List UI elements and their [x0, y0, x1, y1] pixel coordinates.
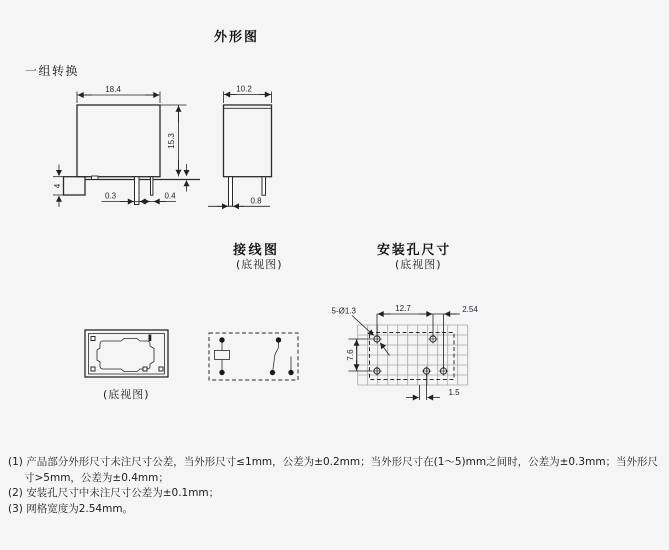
front-view-drawing: [53, 85, 200, 207]
dim-label-10-2: 10.2: [236, 84, 252, 94]
hole-bottom-right: [439, 366, 449, 376]
dim-label-4: 4: [53, 183, 62, 189]
contact-symbol: [270, 337, 294, 375]
dim-side-pin: [208, 197, 270, 207]
dim-label-0-3: 0.3: [104, 191, 117, 201]
footnote-line: 寸>5mm，公差为±0.4mm；: [24, 471, 169, 484]
dim-label-5-d1-3: 5-Ø1.3: [331, 306, 356, 316]
mounting-tab: [64, 177, 86, 195]
dim-front-width: [77, 85, 160, 103]
dim-label-12-7: 12.7: [395, 304, 411, 313]
side-pin-left: [229, 177, 233, 207]
footnote-line: (1) 产品部分外形尺寸未注尺寸公差，当外形尺寸≤1mm，公差为±0.2mm；当外形尺寸在(1～5)mm之间时，公差为±0.3mm；当外形尺: [8, 456, 659, 468]
dim-label-0-4: 0.4: [164, 191, 176, 201]
dim-label-2-54: 2.54: [462, 305, 478, 314]
front-pin-middle: [135, 177, 140, 205]
pad-bottom-middle: [143, 367, 147, 371]
hole-bottom-left: [372, 366, 382, 376]
mounting-section-title: 安装孔尺寸: [377, 243, 452, 258]
hole-top-left: [372, 334, 382, 344]
pad-top-left: [91, 337, 95, 341]
hole-top-right: [428, 334, 438, 344]
dim-front-height: [160, 105, 187, 177]
dim-label-7-6: 7.6: [346, 349, 355, 361]
wiring-section-title: 接线图: [233, 243, 280, 258]
bottom-view-outer: [85, 330, 168, 377]
bottom-view-caption: (底视图): [103, 388, 150, 401]
footnotes: [8, 455, 658, 517]
page-title: 外形图: [214, 30, 260, 45]
front-pin-right: [151, 177, 153, 196]
dim-label-1-5: 1.5: [448, 388, 460, 397]
mounting-hole-drawing: [332, 304, 479, 400]
coil-symbol: [215, 337, 230, 375]
bottom-view-drawing: [85, 330, 168, 377]
footnote-line: (2) 安装孔尺寸中未注尺寸公差为±0.1mm；: [8, 487, 220, 499]
relay-case-front: [77, 105, 160, 177]
mounting-section-subtitle: (底视图): [395, 258, 442, 271]
footnote-line: (3) 网格宽度为2.54mm。: [8, 502, 134, 515]
pad-top-right: [149, 335, 152, 342]
dim-label-0-8: 0.8: [250, 196, 262, 206]
dim-tab-height: [53, 165, 64, 208]
pad-bottom-right: [159, 367, 163, 371]
relay-case-side: [224, 105, 272, 177]
side-pin-right: [262, 177, 266, 196]
dim-hole-offset: [406, 375, 460, 401]
wiring-diagram-drawing: [209, 333, 298, 380]
dim-label-18-4: 18.4: [105, 85, 121, 94]
side-view-drawing: [208, 85, 272, 207]
pcb-grid: [358, 325, 468, 385]
dim-label-15-3: 15.3: [167, 133, 176, 149]
bottom-view-inner: [89, 334, 165, 375]
wiring-section-subtitle: (底视图): [236, 258, 283, 271]
pad-bottom-left: [91, 367, 95, 371]
base-step: [92, 176, 99, 179]
variant-label: 一组转换: [25, 64, 80, 78]
hole-bottom-middle: [422, 366, 432, 376]
dim-side-width: [224, 85, 272, 104]
